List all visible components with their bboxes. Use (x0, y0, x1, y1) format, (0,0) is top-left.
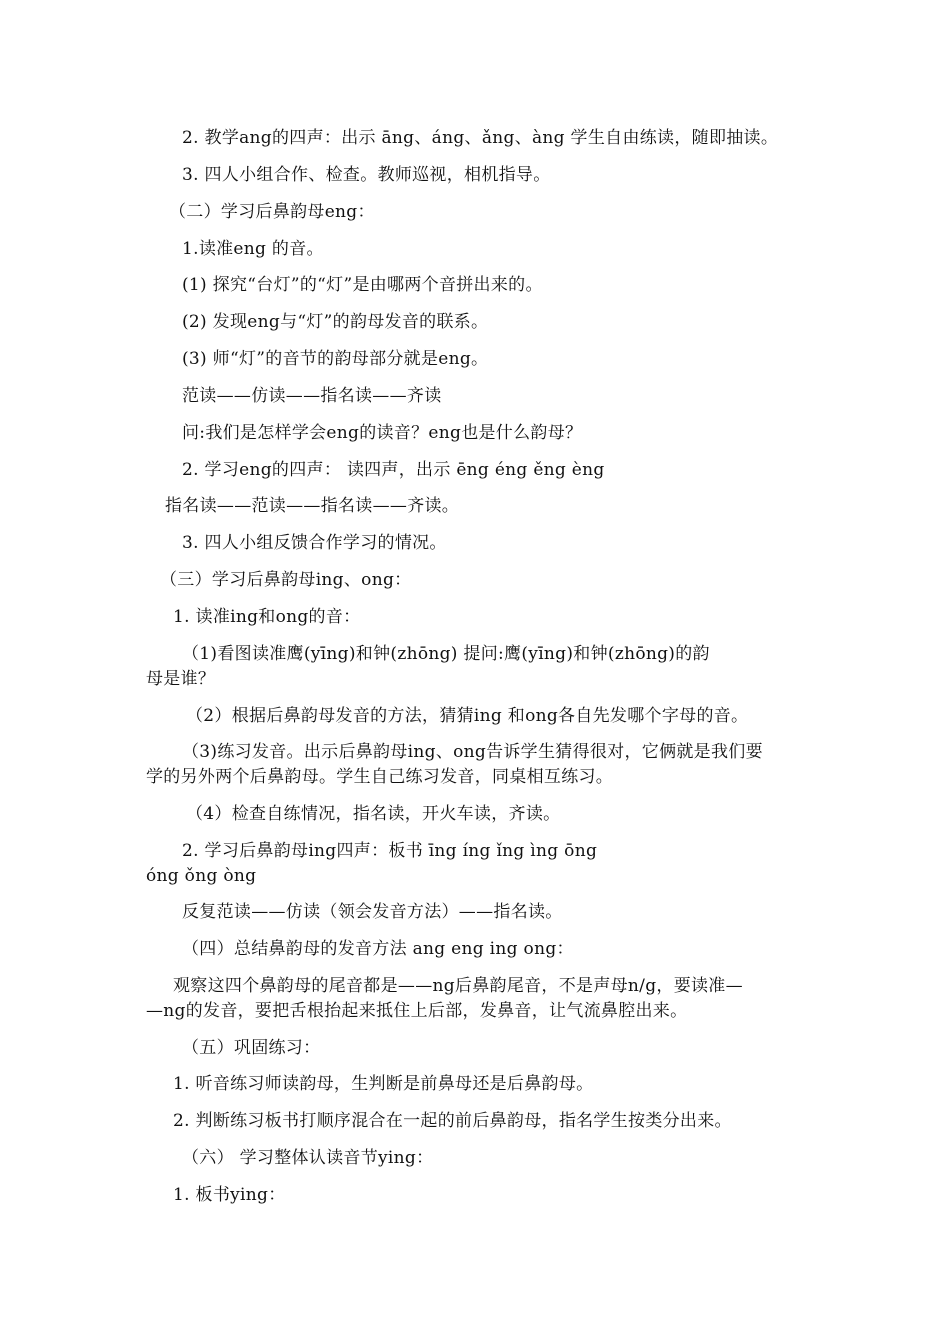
text-line: 2. 学习后鼻韵母ing四声：板书 īng íng ǐng ìng ōng (182, 841, 598, 861)
text-line: 1. 听音练习师读韵母，生判断是前鼻母还是后鼻韵母。 (173, 1074, 594, 1094)
text-line: 2. 判断练习板书打顺序混合在一起的前后鼻韵母，指名学生按类分出来。 (173, 1111, 732, 1131)
text-line: 1. 板书ying： (173, 1185, 286, 1205)
text-line: 观察这四个鼻韵母的尾音都是——ng后鼻韵尾音，不是声母n/g，要读准— (173, 976, 743, 996)
text-line: óng ǒng òng (146, 866, 257, 886)
text-line: 范读——仿读——指名读——齐读 (182, 386, 442, 406)
text-line: 3. 四人小组合作、检查。教师巡视，相机指导。 (182, 165, 551, 185)
text-line: (2) 发现eng与“灯”的韵母发音的联系。 (182, 312, 489, 332)
text-line: （4）检查自练情况，指名读，开火车读，齐读。 (186, 804, 561, 824)
text-line: 母是谁？ (146, 669, 216, 689)
section-heading: （二）学习后鼻韵母eng： (169, 202, 375, 222)
section-heading: （六） 学习整体认读音节ying： (182, 1148, 434, 1168)
text-line: 2. 学习eng的四声： 读四声，出示 ēng éng ěng èng (182, 460, 605, 480)
text-line: 1.读准eng 的音。 (182, 239, 324, 259)
text-line: 1. 读准ing和ong的音： (173, 607, 361, 627)
text-line: (3) 师“灯”的音节的韵母部分就是eng。 (182, 349, 489, 369)
text-line: —ng的发音，要把舌根抬起来抵住上后部，发鼻音，让气流鼻腔出来。 (146, 1001, 688, 1021)
text-line: 2. 教学ang的四声：出示 āng、áng、ǎng、àng 学生自由练读，随即抽读。 (182, 128, 779, 148)
section-heading: （四）总结鼻韵母的发音方法 ang eng ing ong： (182, 939, 574, 959)
text-line: (1) 探究“台灯”的“灯”是由哪两个音拼出来的。 (182, 275, 543, 295)
text-line: 问:我们是怎样学会eng的读音？eng也是什么韵母？ (182, 423, 583, 443)
section-heading: （三）学习后鼻韵母ing、ong： (160, 570, 412, 590)
text-line: 指名读——范读——指名读——齐读。 (165, 496, 460, 516)
text-line: （1)看图读准鹰(yīng)和钟(zhōng) 提问:鹰(yīng)和钟(zhōng)的韵 (182, 644, 710, 664)
section-heading: （五）巩固练习： (182, 1038, 321, 1058)
text-line: 学的另外两个后鼻韵母。学生自己练习发音，同桌相互练习。 (146, 767, 614, 787)
text-line: （2）根据后鼻韵母发音的方法，猜猜ing 和ong各自先发哪个字母的音。 (186, 706, 749, 726)
text-line: 反复范读——仿读（领会发音方法）——指名读。 (182, 902, 563, 922)
text-line: （3)练习发音。出示后鼻韵母ing、ong告诉学生猜得很对，它俩就是我们要 (182, 742, 763, 762)
text-line: 3. 四人小组反馈合作学习的情况。 (182, 533, 447, 553)
